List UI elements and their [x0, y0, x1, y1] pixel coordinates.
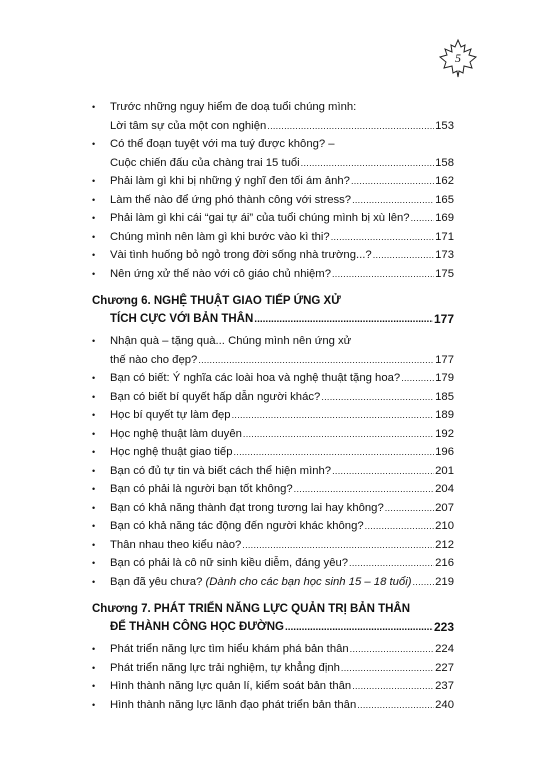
- bullet-icon: •: [92, 465, 96, 476]
- entry-last-line: [110, 640, 454, 659]
- chapter-page-number: 223: [433, 620, 454, 634]
- entry-page-number: 173: [435, 249, 454, 261]
- dot-leader: [301, 154, 434, 173]
- entry-title: Phát triển năng lực tìm hiểu khám phá bản thân: [110, 643, 349, 655]
- dot-leader: [233, 443, 434, 462]
- page-number-badge: [438, 38, 478, 78]
- dot-leader: [332, 265, 434, 284]
- dot-leader: [198, 351, 434, 370]
- toc-entry[interactable]: [92, 640, 454, 659]
- entry-last-line: [110, 209, 454, 228]
- toc-entry[interactable]: [92, 246, 454, 265]
- entry-last-line: [110, 443, 454, 462]
- toc-entry[interactable]: [92, 228, 454, 247]
- entry-title: Chúng mình nên làm gì khi bước vào kì thi?: [110, 230, 330, 243]
- toc-entry[interactable]: [92, 191, 454, 210]
- bullet-icon: •: [92, 213, 96, 223]
- dot-leader: [254, 310, 433, 329]
- bullet-icon: •: [92, 681, 96, 691]
- entry-last-line: [110, 425, 454, 444]
- toc-entry[interactable]: [92, 443, 454, 462]
- entry-title: Bạn có biết bí quyết hấp dẫn người khác?: [110, 390, 321, 403]
- entry-page-number: 171: [435, 230, 454, 243]
- bullet-icon: •: [92, 644, 96, 654]
- dot-leader: [243, 425, 434, 444]
- dot-leader: [321, 388, 434, 407]
- entry-last-line: [110, 191, 454, 210]
- dot-leader: [285, 618, 433, 637]
- entry-page-number: 165: [435, 193, 454, 206]
- entry-last-line: [110, 462, 454, 481]
- toc-entry[interactable]: [92, 462, 454, 481]
- entry-page-number: 177: [435, 353, 454, 366]
- entry-last-line: [110, 659, 454, 678]
- entry-title: Làm thế nào để ứng phó thành công với stress?: [110, 193, 352, 206]
- entry-page-number: 210: [435, 520, 454, 532]
- bullet-icon: •: [92, 194, 96, 205]
- toc-entry[interactable]: [92, 209, 454, 228]
- chapter-heading: [92, 292, 454, 329]
- dot-leader: [332, 462, 434, 481]
- entry-page-number: 212: [435, 538, 454, 551]
- dot-leader: [352, 677, 434, 696]
- entry-title: Vài tình huống bỏ ngỏ trong đời sống nhà trường...?: [110, 249, 372, 261]
- bullet-icon: •: [92, 539, 96, 550]
- chapter-title: Chương 6. NGHỆ THUẬT GIAO TIẾP ỨNG XỬ: [92, 295, 341, 307]
- toc-entry[interactable]: [92, 388, 454, 407]
- dot-leader: [385, 499, 434, 518]
- entry-last-line: [110, 554, 454, 573]
- bullet-icon: •: [92, 447, 96, 457]
- entry-page-number: 201: [435, 464, 454, 477]
- entry-page-number: 169: [435, 212, 454, 224]
- bullet-icon: •: [92, 373, 96, 383]
- dot-leader: [350, 640, 434, 659]
- entry-page-number: 153: [435, 119, 454, 132]
- dot-leader: [373, 246, 434, 265]
- dot-leader: [413, 573, 435, 592]
- entry-last-line: [110, 388, 454, 407]
- bullet-icon: •: [92, 250, 96, 260]
- bullet-icon: •: [92, 662, 96, 673]
- toc-entry[interactable]: [92, 135, 454, 172]
- toc-entry[interactable]: [92, 696, 454, 715]
- entry-page-number: 219: [435, 575, 454, 588]
- entry-page-number: 162: [435, 175, 454, 187]
- entry-title: Bạn có phải là cô nữ sinh kiều diễm, đáng yêu?: [110, 557, 349, 569]
- entry-title: Học nghệ thuật giao tiếp: [110, 446, 233, 458]
- entry-last-line: [110, 154, 454, 173]
- toc-entry[interactable]: [92, 332, 454, 369]
- bullet-icon: •: [92, 391, 96, 402]
- bullet-icon: •: [92, 576, 96, 587]
- dot-leader: [242, 536, 434, 555]
- dot-leader: [294, 480, 434, 499]
- entry-last-line: [110, 406, 454, 425]
- entry-title: Thân nhau theo kiểu nào?: [110, 538, 242, 551]
- entry-page-number: 196: [435, 446, 454, 458]
- dot-leader: [401, 369, 434, 388]
- bullet-icon: •: [92, 484, 96, 494]
- entry-title: Phải làm gì khi bị những ý nghĩ đen tối ám ảnh?: [110, 175, 350, 187]
- chapter-subtitle: TÍCH CỰC VỚI BẢN THÂN: [110, 313, 254, 325]
- entry-title: Hình thành năng lực quản lí, kiểm soát bản thân: [110, 680, 352, 692]
- entry-last-line: [110, 696, 454, 715]
- entry-page-number: 204: [435, 483, 454, 495]
- entry-last-line: [110, 265, 454, 284]
- entry-page-number: 224: [435, 643, 454, 655]
- entry-last-line: [110, 351, 454, 370]
- entry-title: Bạn có phải là người bạn tốt không?: [110, 483, 293, 495]
- entry-title: Học bí quyết tự làm đẹp: [110, 409, 231, 421]
- toc-entry[interactable]: [92, 499, 454, 518]
- entry-title: Hình thành năng lực lãnh đạo phát triển bản thân: [110, 698, 357, 711]
- bullet-icon: •: [92, 268, 96, 279]
- entry-page-number: 179: [435, 372, 454, 384]
- entry-title-line: Nhận quà – tặng quà... Chúng mình nên ứng xử: [110, 335, 352, 347]
- bullet-icon: •: [92, 558, 96, 568]
- entry-last-line: [110, 480, 454, 499]
- toc-entry[interactable]: [92, 406, 454, 425]
- toc-entry[interactable]: [92, 425, 454, 444]
- entry-page-number: 175: [435, 267, 454, 280]
- chapter-title: Chương 7. PHÁT TRIỂN NĂNG LỰC QUẢN TRỊ BẢN THÂN: [92, 603, 411, 615]
- dot-leader: [365, 517, 434, 536]
- entry-title: Học nghệ thuật làm duyên: [110, 427, 242, 440]
- entry-page-number: 192: [435, 427, 454, 440]
- dot-leader: [352, 191, 434, 210]
- toc-entry[interactable]: [92, 369, 454, 388]
- chapter-subtitle-line: [92, 310, 454, 329]
- dot-leader: [411, 209, 435, 228]
- entry-page-number: 189: [435, 409, 454, 421]
- toc-entry[interactable]: [92, 480, 454, 499]
- bullet-icon: •: [92, 176, 96, 186]
- bullet-icon: •: [92, 139, 96, 149]
- entry-last-line: [110, 369, 454, 388]
- entry-last-line: [110, 172, 454, 191]
- entry-last-line: [110, 499, 454, 518]
- toc-entry[interactable]: [92, 265, 454, 284]
- entry-page-number: 158: [435, 156, 454, 169]
- toc-entry[interactable]: [92, 573, 454, 592]
- bullet-icon: •: [92, 521, 96, 531]
- dot-leader: [357, 696, 434, 715]
- bullet-icon: •: [92, 336, 96, 346]
- entry-last-line: [110, 117, 454, 136]
- entry-title: Nên ứng xử thế nào với cô giáo chủ nhiệm?: [110, 267, 331, 280]
- bullet-icon: •: [92, 699, 96, 710]
- entry-title: Phát triển năng lực trải nghiệm, tự khẳng định: [110, 661, 340, 674]
- dot-leader: [351, 172, 434, 191]
- bullet-icon: •: [92, 502, 96, 513]
- entry-title: Bạn có đủ tự tin và biết cách thể hiện mình?: [110, 464, 332, 477]
- page-number: 5: [455, 51, 461, 65]
- entry-page-number: 227: [435, 661, 454, 674]
- chapter-subtitle: ĐỂ THÀNH CÔNG HỌC ĐƯỜNG: [110, 621, 284, 633]
- chapter-heading: [92, 600, 454, 637]
- table-of-contents: [92, 98, 454, 714]
- entry-page-number: 237: [435, 680, 454, 692]
- entry-last-line: [110, 517, 454, 536]
- dot-leader: [267, 117, 434, 136]
- toc-entry[interactable]: [92, 554, 454, 573]
- dot-leader: [232, 406, 435, 425]
- entry-title: Bạn có biết: Ý nghĩa các loài hoa và nghệ thuật tặng hoa?: [110, 372, 401, 384]
- chapter-page-number: 177: [433, 312, 454, 326]
- bullet-icon: •: [92, 231, 96, 242]
- entry-last-line: [110, 573, 454, 592]
- bullet-icon: •: [92, 428, 96, 439]
- entry-last-line: [110, 677, 454, 696]
- bullet-icon: •: [92, 410, 96, 420]
- toc-entry[interactable]: [92, 98, 454, 135]
- entry-page-number: 185: [435, 390, 454, 403]
- dot-leader: [341, 659, 434, 678]
- entry-page-number: 207: [435, 501, 454, 514]
- entry-note: (Dành cho các bạn học sinh 15 – 18 tuổi): [205, 575, 412, 588]
- toc-entry[interactable]: [92, 536, 454, 555]
- dot-leader: [331, 228, 434, 247]
- entry-title: Bạn đã yêu chưa? (Dành cho các bạn học sinh 15 – 18 tuổi): [110, 575, 412, 588]
- toc-entry[interactable]: [92, 677, 454, 696]
- entry-title: Cuộc chiến đấu của chàng trai 15 tuổi: [110, 156, 300, 169]
- entry-last-line: [110, 246, 454, 265]
- entry-title: Phải làm gì khi cái “gai tự ái” của tuổi chúng mình bị xù lên?: [110, 212, 410, 224]
- bullet-icon: •: [92, 102, 96, 112]
- entry-title: Bạn có khả năng tác động đến người khác không?: [110, 520, 364, 532]
- entry-page-number: 240: [435, 698, 454, 711]
- toc-entry[interactable]: [92, 172, 454, 191]
- dot-leader: [349, 554, 434, 573]
- entry-title-line: Trước những nguy hiểm đe doạ tuổi chúng mình:: [110, 101, 357, 113]
- entry-title-line: Có thể đoạn tuyệt với ma tuý được không? –: [110, 138, 335, 150]
- entry-title: thế nào cho đẹp?: [110, 353, 198, 366]
- chapter-subtitle-line: [92, 618, 454, 637]
- toc-entry[interactable]: [92, 659, 454, 678]
- entry-title: Lời tâm sự của một con nghiện: [110, 119, 267, 132]
- entry-title: Bạn có khả năng thành đạt trong tương lai hay không?: [110, 501, 384, 514]
- entry-last-line: [110, 228, 454, 247]
- entry-page-number: 216: [435, 557, 454, 569]
- entry-last-line: [110, 536, 454, 555]
- toc-entry[interactable]: [92, 517, 454, 536]
